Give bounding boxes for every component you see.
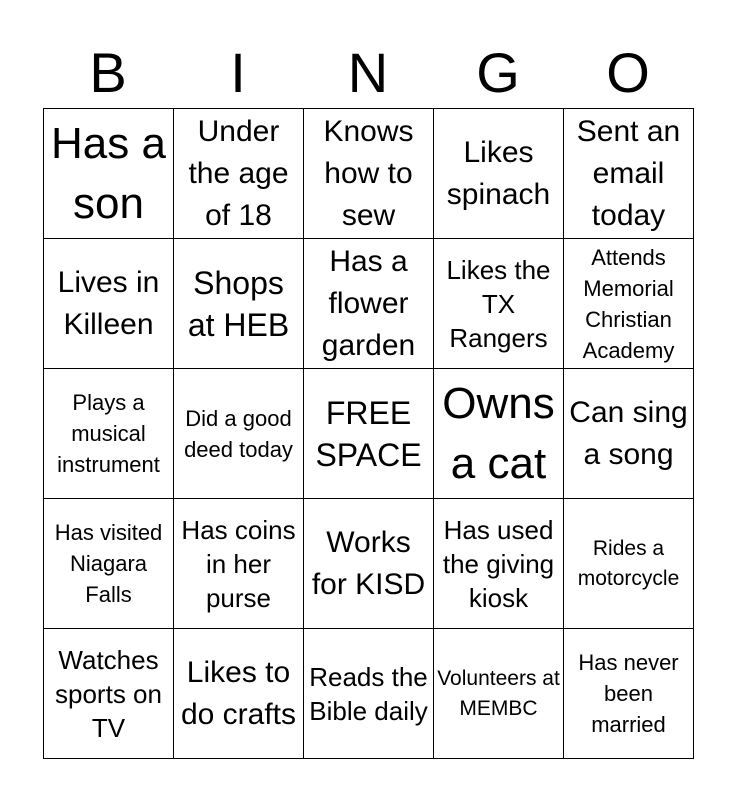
bingo-cell-text: FREE SPACE: [315, 394, 422, 473]
bingo-cell-r1-c2[interactable]: [174, 109, 304, 239]
header-letter-i: I: [230, 41, 246, 104]
bingo-cell-r4-c5[interactable]: [564, 499, 694, 629]
header-letter-g: G: [476, 41, 520, 104]
bingo-cell-text: Has a flower garden: [321, 244, 416, 362]
bingo-cell-r4-c4[interactable]: [434, 499, 564, 629]
bingo-cell-text: Lives in Killeen: [57, 265, 160, 341]
bingo-cell-text: Has used the giving kiosk: [442, 514, 555, 613]
bingo-cell-text: Has coins in her purse: [181, 514, 296, 613]
bingo-cell-text: Likes spinach: [446, 135, 551, 211]
bingo-cell-r1-c3[interactable]: [304, 109, 434, 239]
bingo-cell-text: Volunteers at MEMBC: [437, 666, 560, 720]
bingo-cell-text: Has visited Niagara Falls: [54, 520, 163, 607]
bingo-cell-r5-c3[interactable]: [304, 629, 434, 759]
bingo-cell-text: Likes to do crafts: [180, 655, 297, 731]
bingo-cell-text: Has never been married: [578, 650, 679, 737]
bingo-card-grid: [43, 108, 694, 759]
bingo-cell-r2-c4[interactable]: [434, 239, 564, 369]
bingo-cell-text: Owns a cat: [442, 378, 555, 488]
bingo-cell-text: Did a good deed today: [184, 405, 293, 462]
bingo-cell-r1-c1[interactable]: [44, 109, 174, 239]
bingo-cell-text: Attends Memorial Christian Academy: [582, 244, 675, 363]
header-letter-o: O: [606, 41, 650, 104]
bingo-cell-r5-c4[interactable]: [434, 629, 564, 759]
bingo-cell-text: Has a son: [51, 118, 166, 228]
bingo-cell-r4-c3[interactable]: [304, 499, 434, 629]
bingo-cell-r3-c4[interactable]: [434, 369, 564, 499]
bingo-cell-r2-c5[interactable]: [564, 239, 694, 369]
bingo-cell-r3-c3-free-space[interactable]: [304, 369, 434, 499]
bingo-cell-r5-c5[interactable]: [564, 629, 694, 759]
bingo-cell-r5-c1[interactable]: [44, 629, 174, 759]
bingo-cell-r2-c3[interactable]: [304, 239, 434, 369]
bingo-cell-text: Under the age of 18: [188, 114, 289, 232]
bingo-cell-text: Sent an email today: [576, 114, 681, 232]
bingo-cell-r2-c2[interactable]: [174, 239, 304, 369]
bingo-cell-r4-c1[interactable]: [44, 499, 174, 629]
bingo-cell-r3-c1[interactable]: [44, 369, 174, 499]
bingo-cell-r2-c1[interactable]: [44, 239, 174, 369]
header-letter-n: N: [347, 41, 389, 104]
bingo-cell-r1-c4[interactable]: [434, 109, 564, 239]
bingo-cell-text: Reads the Bible daily: [309, 661, 428, 726]
bingo-cell-r5-c2[interactable]: [174, 629, 304, 759]
bingo-cell-r1-c5[interactable]: [564, 109, 694, 239]
bingo-cell-text: Can sing a song: [569, 395, 688, 471]
bingo-cell-r3-c2[interactable]: [174, 369, 304, 499]
bingo-cell-r4-c2[interactable]: [174, 499, 304, 629]
bingo-cell-text: Watches sports on TV: [55, 644, 162, 743]
bingo-cell-text: Knows how to sew: [323, 114, 414, 232]
bingo-cell-text: Shops at HEB: [187, 264, 290, 343]
bingo-cell-r3-c5[interactable]: [564, 369, 694, 499]
bingo-header: [43, 40, 693, 106]
header-letter-b: B: [89, 41, 127, 104]
bingo-cell-text: Plays a musical instrument: [57, 390, 160, 477]
bingo-cell-text: Likes the TX Rangers: [446, 254, 551, 353]
bingo-cell-text: Works for KISD: [311, 525, 426, 601]
bingo-cell-text: Rides a motorcycle: [577, 536, 680, 590]
